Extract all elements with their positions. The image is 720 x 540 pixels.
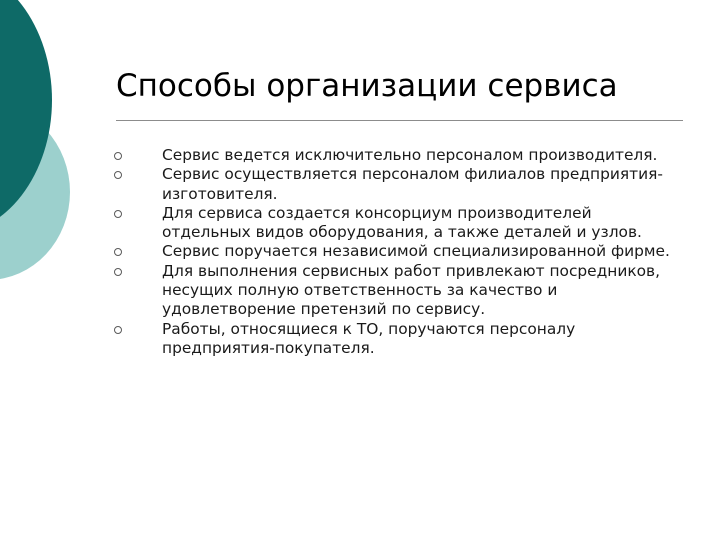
bullet-item — [114, 204, 694, 243]
bullet-text: Для выполнения сервисных работ привлекают посредников, несущих полную ответственность за качество и удовлетворение претензий по сервису. — [162, 261, 661, 319]
bullet-text: Сервис осуществляется персоналом филиалов предприятия-изготовителя. — [162, 165, 663, 203]
bullet-text: Сервис поручается независимой специализированной фирме. — [162, 242, 670, 261]
bullet-item — [114, 146, 694, 165]
hollow-circle-icon — [114, 171, 122, 179]
bullet-text: Сервис ведется исключительно персоналом производителя. — [162, 146, 658, 164]
bullet-list — [114, 146, 694, 358]
hollow-circle-icon — [114, 152, 122, 160]
title-divider — [116, 120, 683, 121]
decorative-circles — [0, 0, 120, 300]
hollow-circle-icon — [114, 326, 122, 334]
bullet-item — [114, 262, 694, 320]
hollow-circle-icon — [114, 268, 122, 276]
hollow-circle-icon — [114, 210, 122, 218]
slide-title: Способы организации сервиса — [116, 68, 618, 104]
bullet-text: Для сервиса создается консорциум производителей отдельных видов оборудования, а также деталей и узлов. — [162, 203, 642, 242]
bullet-text: Работы, относящиеся к ТО, поручаются персоналу предприятия-покупателя. — [162, 319, 576, 357]
bullet-item — [114, 242, 694, 261]
hollow-circle-icon — [114, 248, 122, 256]
bullet-item — [114, 165, 694, 204]
bullet-item — [114, 320, 694, 359]
